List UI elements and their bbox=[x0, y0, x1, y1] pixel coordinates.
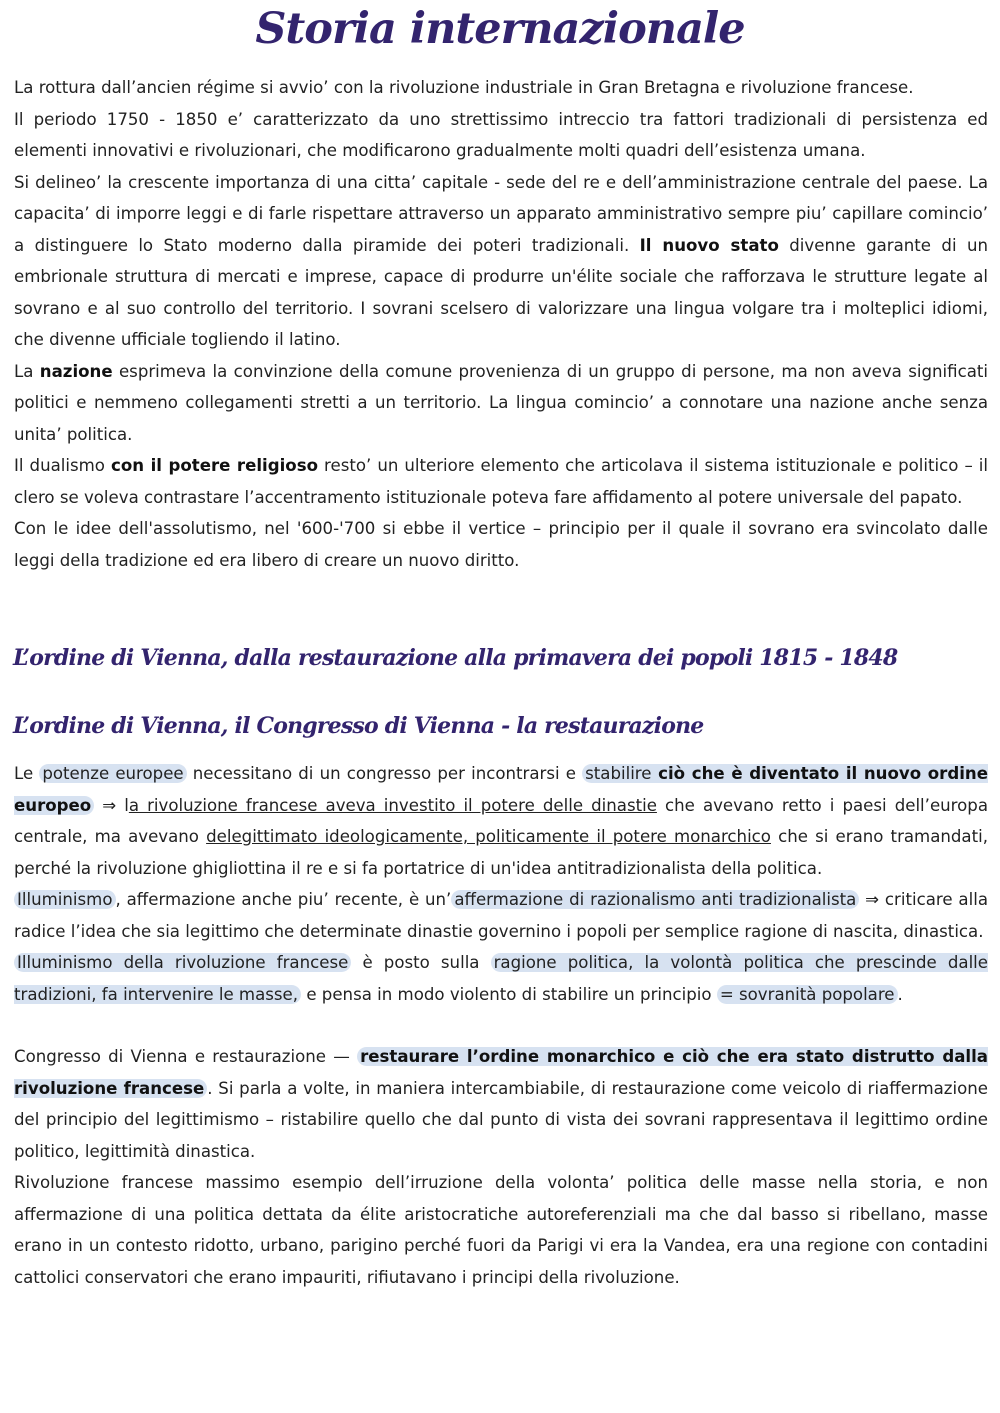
text: . Si parla a volte, in maniera intercambiabile, di restaurazione come veicolo di riaffermazione del principio del legittimismo – ristabilire quello che dal punto di vista dei sovrani rappresentava il legittimo ordine politico, legittimità dinastica. bbox=[14, 1078, 988, 1161]
section-paragraph-4 bbox=[14, 1041, 988, 1167]
underlined-text: a rivoluzione francese aveva investito il potere delle dinastie bbox=[128, 795, 657, 815]
bold-text: ciò che è diventato il nuovo ordine europeo bbox=[14, 764, 988, 815]
section-heading-1: L’ordine di Vienna, dalla restaurazione alla primavera dei popoli 1815 - 1848 bbox=[13, 645, 898, 671]
bold-text: Il nuovo stato bbox=[639, 235, 779, 255]
spacer bbox=[14, 1010, 988, 1041]
text: è posto sulla bbox=[351, 953, 491, 972]
intro-paragraph-6: Con le idee dell'assolutismo, nel '600-'700 si ebbe il vertice – principio per il quale il sovrano era svincolato dalle leggi della tradizione ed era libero di creare un nuovo diritto. bbox=[14, 519, 988, 570]
highlight: = sovranità popolare bbox=[717, 985, 898, 1004]
text: e pensa in modo violento di stabilire un principio bbox=[301, 984, 717, 1004]
intro-paragraph-5 bbox=[14, 450, 988, 513]
text: , affermazione anche piu’ recente, è un’ bbox=[115, 890, 452, 909]
highlight: restaurare l’ordine monarchico e ciò che era stato distrutto dalla rivoluzione francese bbox=[14, 1047, 988, 1098]
bold-text: con il potere religioso bbox=[110, 456, 318, 475]
intro-section bbox=[14, 72, 988, 576]
text: che si erano tramandati, perché la rivoluzione ghigliottina il re e si fa portatrice di un'idea antitradizionalista della politica. bbox=[14, 827, 988, 878]
intro-paragraph-4 bbox=[14, 356, 988, 451]
intro-paragraph-1: La rottura dall’ancien régime si avvio’ con la rivoluzione industriale in Gran Bretagna e rivoluzione francese. bbox=[14, 78, 914, 97]
highlight: potenze europee bbox=[39, 764, 186, 783]
bold-text: nazione bbox=[39, 361, 113, 381]
text: ⇒ l bbox=[94, 795, 129, 815]
highlight: Illuminismo della rivoluzione francese bbox=[14, 953, 351, 972]
vienna-section bbox=[14, 758, 988, 1293]
page-title: Storia internazionale bbox=[255, 4, 745, 54]
text: Le bbox=[14, 764, 40, 783]
text: esprimeva la convinzione della comune provenienza di un gruppo di persone, ma non aveva significati politici e nemmeno collegamenti stretti a un territorio. La lingua comincio’ a connotare una nazione anche senza unita’ politica. bbox=[14, 361, 988, 444]
highlight: Illuminismo bbox=[14, 890, 116, 909]
text: stabilire bbox=[585, 764, 652, 783]
text: resto’ un ulteriore elemento che articolava il sistema istituzionale e politico – il clero se voleva contrastare l’accentramento istituzionale poteva fare affidamento al potere universale del papato. bbox=[14, 456, 988, 507]
intro-paragraph-2: Il periodo 1750 - 1850 e’ caratterizzato da uno strettissimo intreccio tra fattori tradizionali di persistenza ed elementi innovativi e rivoluzionari, che modificarono gradualmente molti quadri dell’esistenza umana. bbox=[14, 109, 988, 160]
text: necessitano di un congresso per incontrarsi e bbox=[186, 764, 583, 783]
underlined-text: delegittimato ideologicamente, politicamente il potere monarchico bbox=[206, 827, 771, 846]
text: La bbox=[14, 361, 40, 381]
text: Congresso di Vienna e restaurazione — bbox=[14, 1047, 358, 1066]
text: Il dualismo bbox=[14, 456, 111, 475]
text: divenne garante di un embrionale struttura di mercati e imprese, capace di produrre un'élite sociale che rafforzava le strutture legate al sovrano e al suo controllo del territorio. I sovrani scelsero di valorizzare una lingua volgare tra i molteplici idiomi, che divenne ufficiale togliendo il latino. bbox=[14, 235, 988, 349]
highlight: affermazione di razionalismo anti tradizionalista bbox=[451, 890, 859, 909]
section-paragraph-2 bbox=[14, 884, 988, 947]
highlight: ragione politica, la volontà politica che prescinde dalle tradizioni, fa intervenire le masse, bbox=[14, 953, 988, 1004]
text: Si delineo’ la crescente importanza di una citta’ capitale - sede del re e dell’amministrazione centrale del paese. La capacita’ di imporre leggi e di farle rispettare attraverso un apparato amministrativo sempre piu’ capillare comincio’ a distinguere lo Stato moderno dalla piramide dei poteri tradizionali. bbox=[14, 172, 988, 255]
section-paragraph-1 bbox=[14, 758, 988, 884]
text: ⇒ criticare alla radice l’idea che sia legittimo che determinate dinastie governino i popoli per semplice ragione di nascita, dinastica. bbox=[14, 890, 988, 941]
intro-paragraph-3 bbox=[14, 167, 988, 356]
text: . bbox=[897, 984, 903, 1004]
section-heading-2: L’ordine di Vienna, il Congresso di Vienna - la restaurazione bbox=[13, 713, 704, 739]
section-paragraph-3 bbox=[14, 947, 988, 1010]
section-paragraph-5: Rivoluzione francese massimo esempio dell’irruzione della volonta’ politica delle masse nella storia, e non affermazione di una politica dettata da élite aristocratiche autoreferenziali ma che dal basso si ribellano, masse erano in un contesto ridotto, urbano, parigino perché fuori da Parigi vi era la Vandea, era una regione con contadini cattolici conservatori che erano impauriti, rifiutavano i principi della rivoluzione. bbox=[14, 1173, 988, 1287]
text: che avevano retto i paesi dell’europa centrale, ma avevano bbox=[14, 795, 988, 846]
